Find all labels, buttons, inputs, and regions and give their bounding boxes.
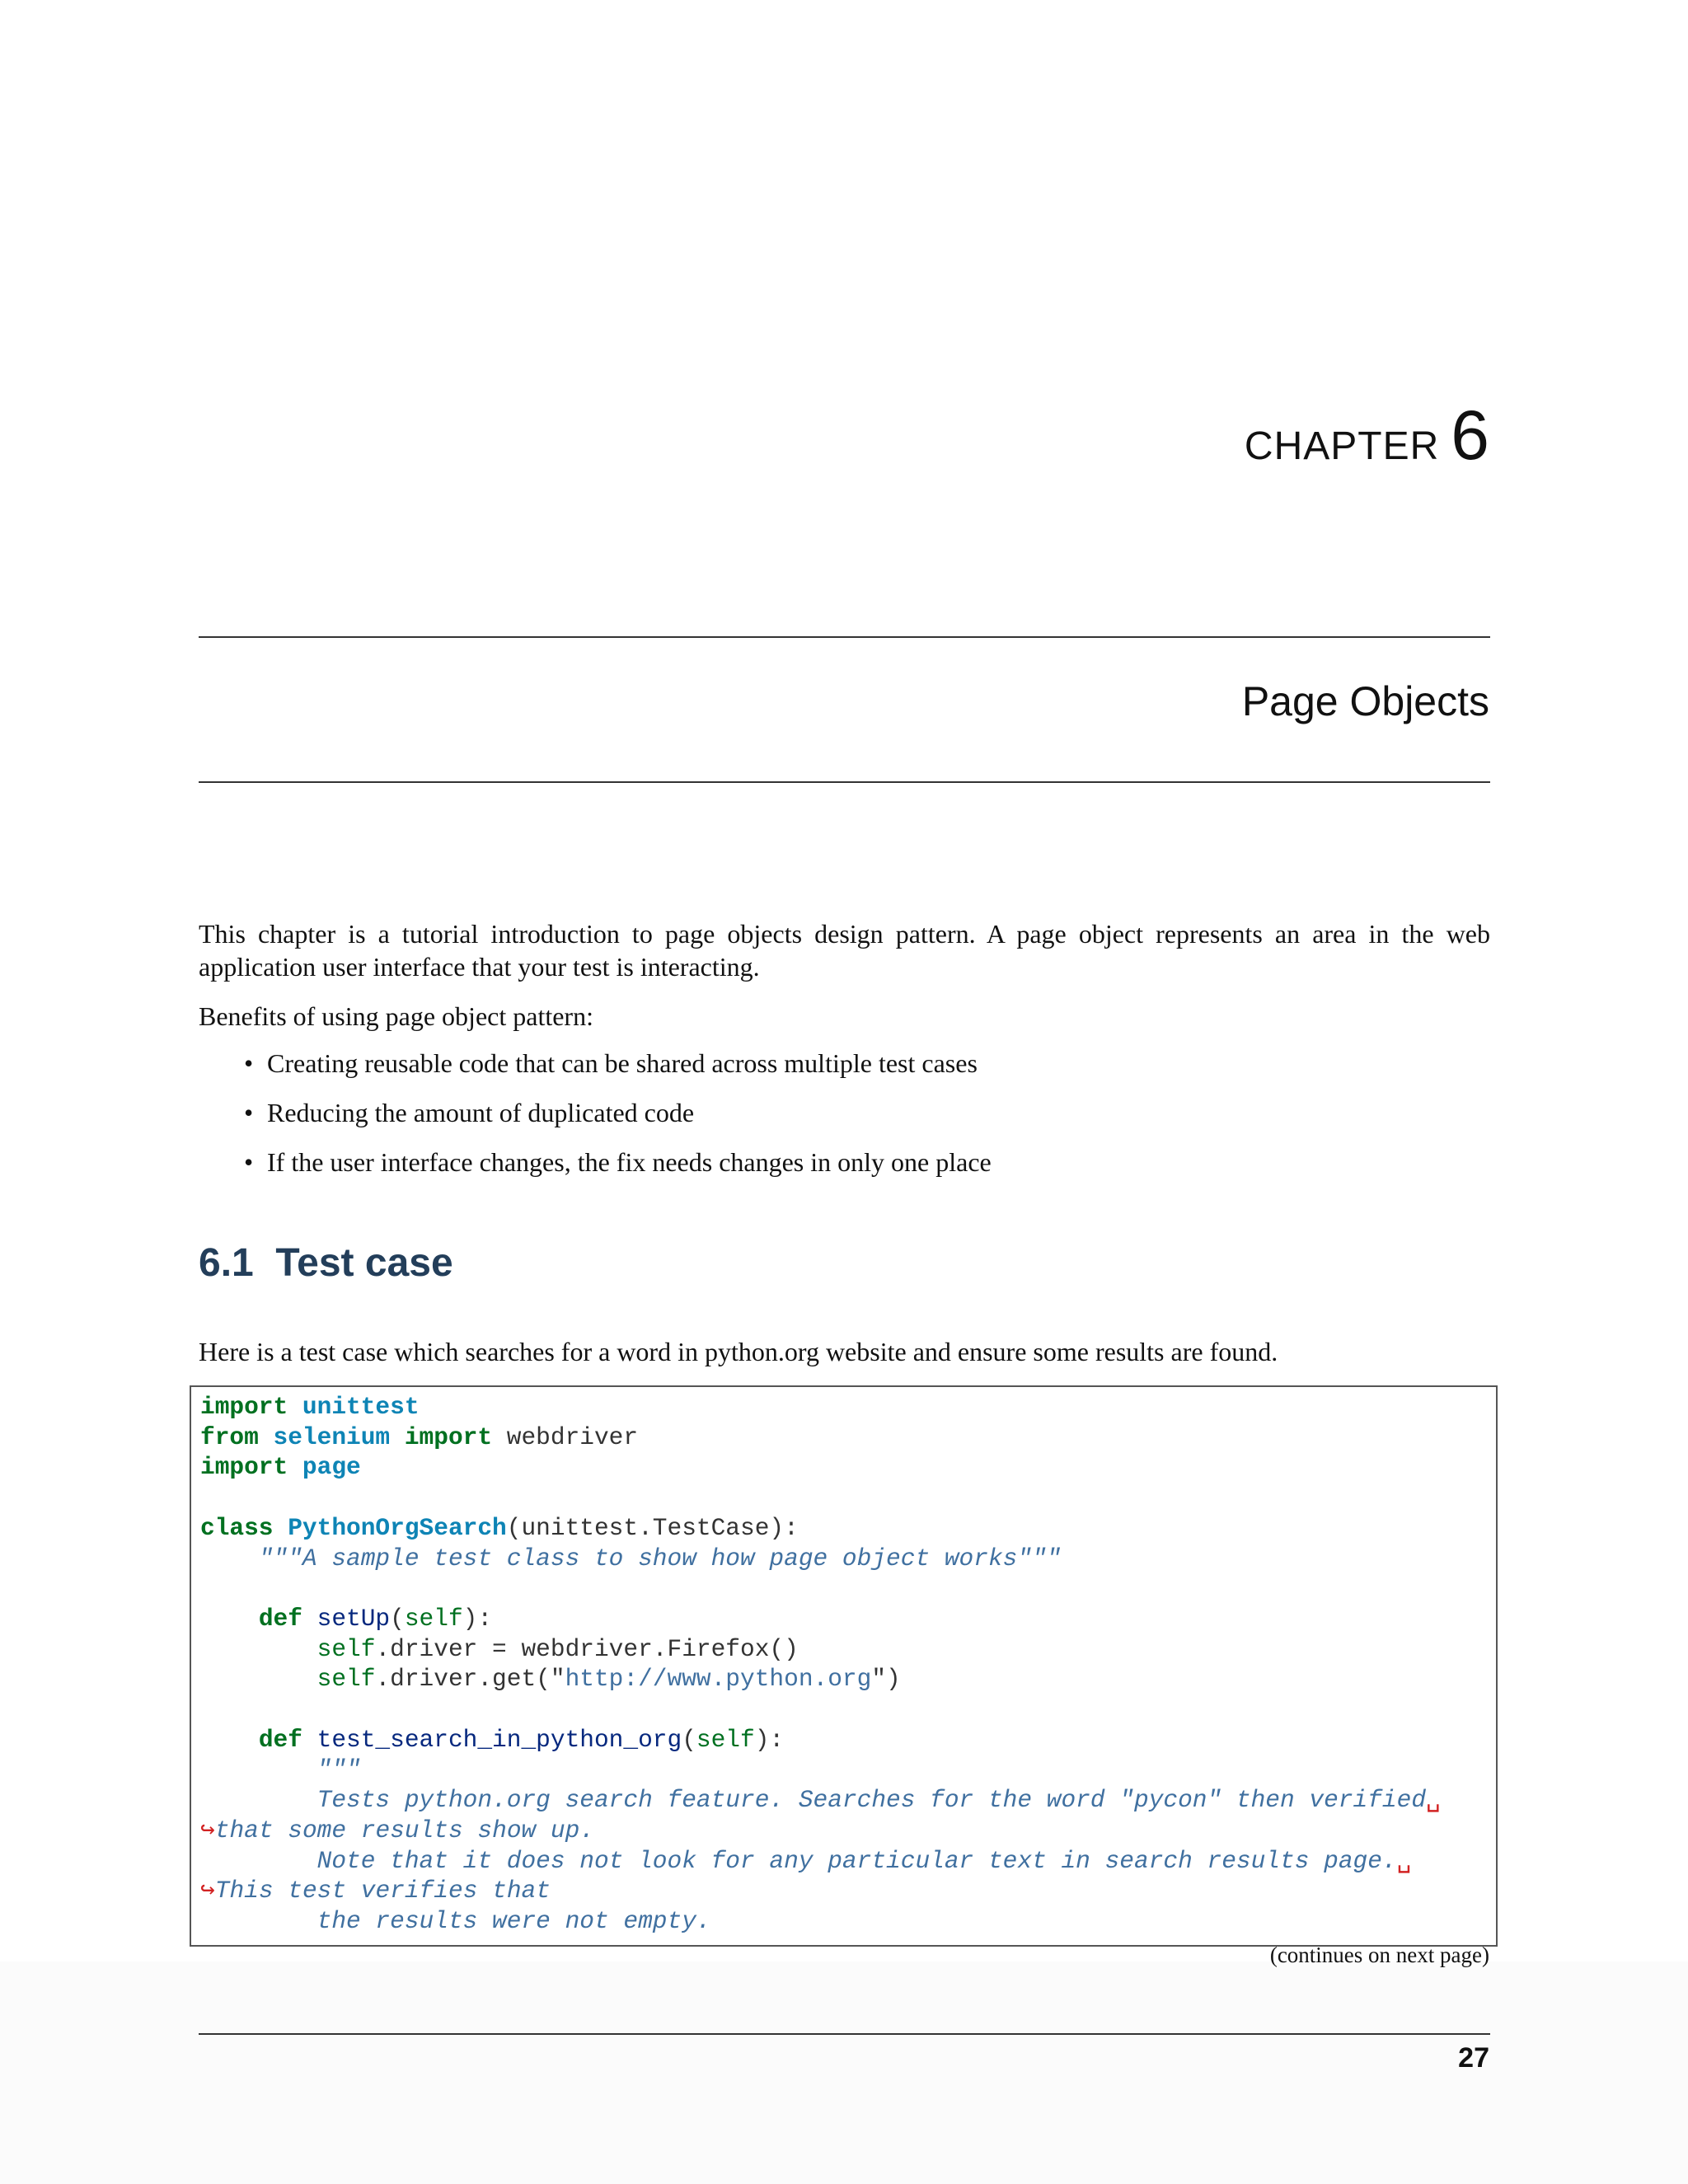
list-item: [244, 1146, 992, 1195]
code-statement: .driver = webdriver.Firefox(): [375, 1634, 799, 1663]
code-class-name: PythonOrgSearch: [288, 1513, 507, 1542]
code-string: http://www.python.org: [565, 1665, 872, 1694]
code-self: self: [404, 1604, 463, 1633]
code-module: page: [302, 1453, 361, 1482]
code-self: self: [316, 1665, 376, 1694]
list-item-text: If the user interface changes, the fix needs changes in only one place: [267, 1147, 992, 1177]
code-punct: ):: [754, 1725, 785, 1754]
bullet-icon: •: [244, 1048, 254, 1078]
intro-paragraph: This chapter is a tutorial introduction to page objects design pattern. A page object represents an area in the web application user interface that your test is interacting.: [199, 919, 1490, 982]
code-keyword: def: [258, 1725, 302, 1754]
benefits-list: [244, 1047, 992, 1195]
bullet-icon: •: [244, 1098, 254, 1127]
code-module: selenium: [273, 1422, 391, 1451]
continues-note: (continues on next page): [1269, 1943, 1489, 1967]
section-title: Test case: [275, 1241, 453, 1285]
line-wrap-icon: ␣: [1426, 1786, 1441, 1815]
line-wrap-icon: ␣: [1396, 1846, 1412, 1875]
code-punct: (: [390, 1604, 405, 1633]
section-paragraph: Here is a test case which searches for a word in python.org website and ensure some results are found.: [199, 1337, 1278, 1366]
code-listing: [200, 1392, 1441, 1937]
code-keyword: import: [404, 1422, 493, 1451]
list-item: [244, 1096, 992, 1146]
chapter-number: 6: [1451, 396, 1489, 474]
list-item-text: Creating reusable code that can be shared across multiple test cases: [267, 1048, 978, 1078]
code-docstring: """: [316, 1755, 361, 1784]
code-name: webdriver: [506, 1422, 639, 1451]
code-punct: (: [682, 1725, 696, 1754]
code-docstring: that some results show up.: [214, 1816, 595, 1844]
code-self: self: [696, 1725, 755, 1754]
code-keyword: from: [200, 1422, 259, 1451]
page-footer-area: [0, 1961, 1688, 2184]
title-top-rule: [199, 636, 1490, 638]
section-heading: [199, 1240, 453, 1286]
code-docstring: This test verifies that: [214, 1877, 551, 1905]
code-docstring: the results were not empty.: [316, 1906, 711, 1935]
code-docstring: """A sample test class to show how page object works""": [258, 1544, 1062, 1572]
code-class-base: (unittest.TestCase):: [506, 1513, 799, 1542]
section-number: 6.1: [199, 1241, 254, 1285]
chapter-title: Page Objects: [1241, 678, 1489, 724]
list-item-text: Reducing the amount of duplicated code: [267, 1098, 695, 1127]
footer-rule: [199, 2033, 1490, 2035]
code-keyword: import: [200, 1453, 288, 1482]
code-self: self: [316, 1634, 376, 1663]
page-number: 27: [1458, 2042, 1489, 2074]
code-docstring: Tests python.org search feature. Searches for the word "pycon" then verified: [316, 1786, 1427, 1815]
code-function-name: test_search_in_python_org: [316, 1725, 682, 1754]
code-keyword: def: [258, 1604, 302, 1633]
bullet-icon: •: [244, 1147, 254, 1177]
list-item: [244, 1047, 992, 1096]
code-statement: .driver.get(": [375, 1665, 565, 1694]
code-punct: ):: [462, 1604, 493, 1633]
title-bottom-rule: [199, 781, 1490, 783]
benefits-lead: Benefits of using page object pattern:: [199, 1001, 593, 1031]
code-function-name: setUp: [316, 1604, 391, 1633]
chapter-word: CHAPTER: [1244, 424, 1440, 468]
code-docstring: Note that it does not look for any particular text in search results page.: [316, 1846, 1397, 1875]
code-punct: "): [871, 1665, 901, 1694]
code-keyword: import: [200, 1393, 288, 1421]
code-module: unittest: [302, 1393, 420, 1421]
continuation-arrow-icon: ↪: [200, 1816, 215, 1844]
code-keyword: class: [200, 1513, 274, 1542]
chapter-heading: [1245, 396, 1489, 476]
code-block: [190, 1385, 1498, 1947]
continuation-arrow-icon: ↪: [200, 1877, 215, 1905]
